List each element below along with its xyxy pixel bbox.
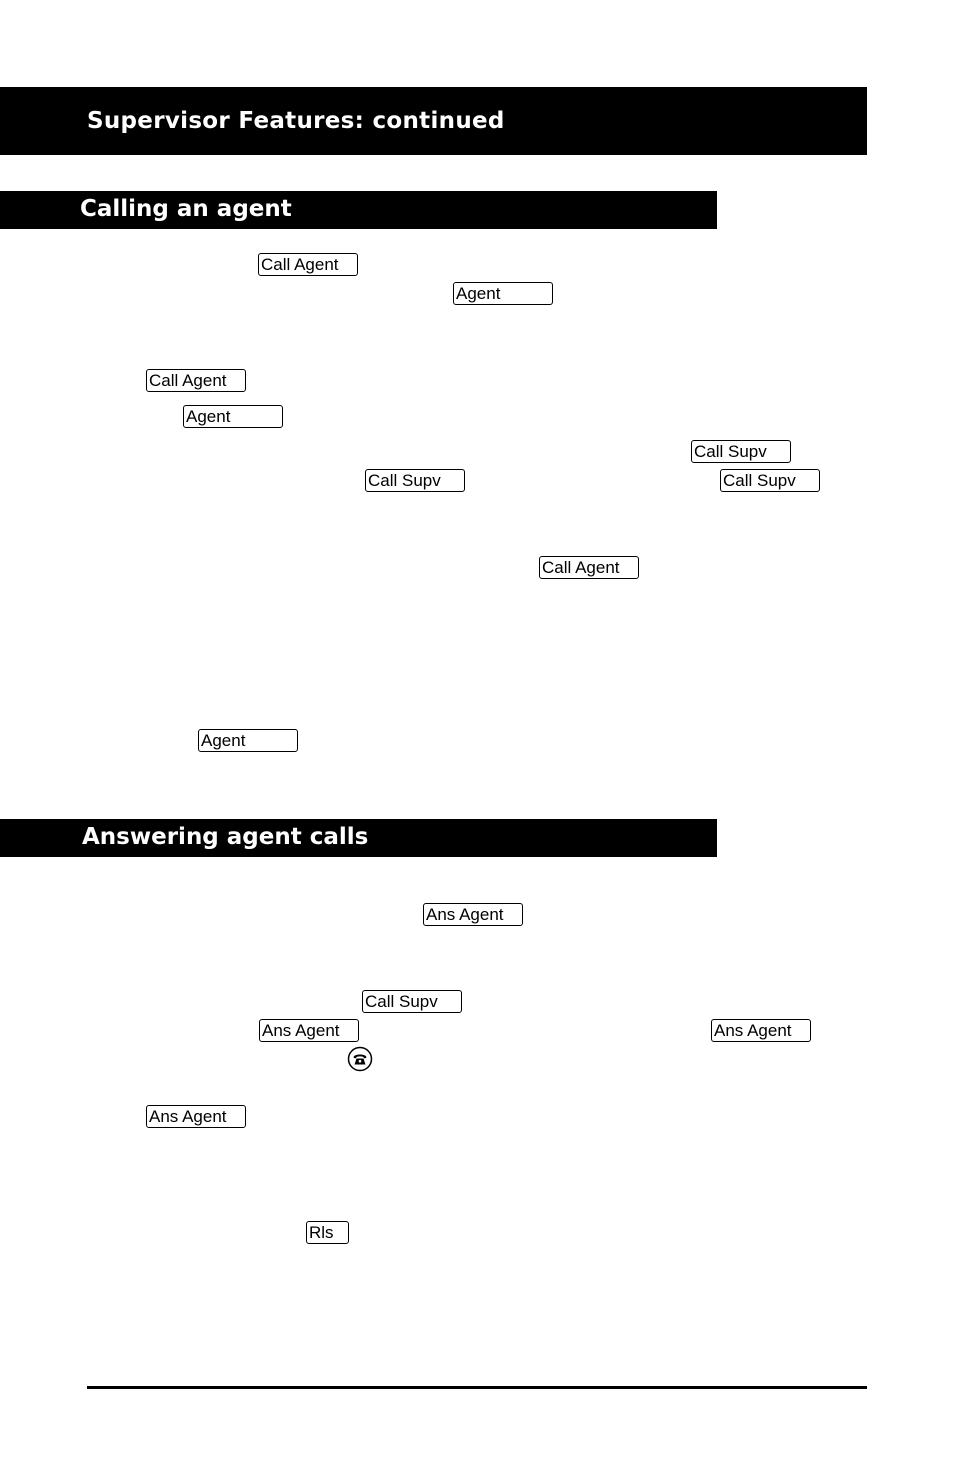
call-supv-key[interactable]: Call Supv bbox=[691, 440, 791, 463]
ans-agent-key[interactable]: Ans Agent bbox=[711, 1019, 811, 1042]
page-header-title: Supervisor Features: continued bbox=[87, 108, 505, 134]
agent-key[interactable]: Agent bbox=[453, 282, 553, 305]
footer-divider bbox=[87, 1386, 867, 1389]
call-supv-key[interactable]: Call Supv bbox=[365, 469, 465, 492]
section-title: Calling an agent bbox=[80, 196, 292, 222]
rls-key[interactable]: Rls bbox=[306, 1221, 349, 1244]
call-supv-key[interactable]: Call Supv bbox=[720, 469, 820, 492]
agent-key[interactable]: Agent bbox=[198, 729, 298, 752]
section-title: Answering agent calls bbox=[82, 824, 369, 850]
call-agent-key[interactable]: Call Agent bbox=[146, 369, 246, 392]
section-header-calling-an-agent bbox=[0, 191, 717, 229]
call-agent-key[interactable]: Call Agent bbox=[258, 253, 358, 276]
ans-agent-key[interactable]: Ans Agent bbox=[259, 1019, 359, 1042]
call-agent-key[interactable]: Call Agent bbox=[539, 556, 639, 579]
agent-key[interactable]: Agent bbox=[183, 405, 283, 428]
section-header-answering-agent-calls bbox=[0, 819, 717, 857]
page-header-band bbox=[0, 87, 867, 155]
ans-agent-key[interactable]: Ans Agent bbox=[146, 1105, 246, 1128]
call-supv-key[interactable]: Call Supv bbox=[362, 990, 462, 1013]
handset-icon[interactable] bbox=[347, 1046, 373, 1072]
ans-agent-key[interactable]: Ans Agent bbox=[423, 903, 523, 926]
